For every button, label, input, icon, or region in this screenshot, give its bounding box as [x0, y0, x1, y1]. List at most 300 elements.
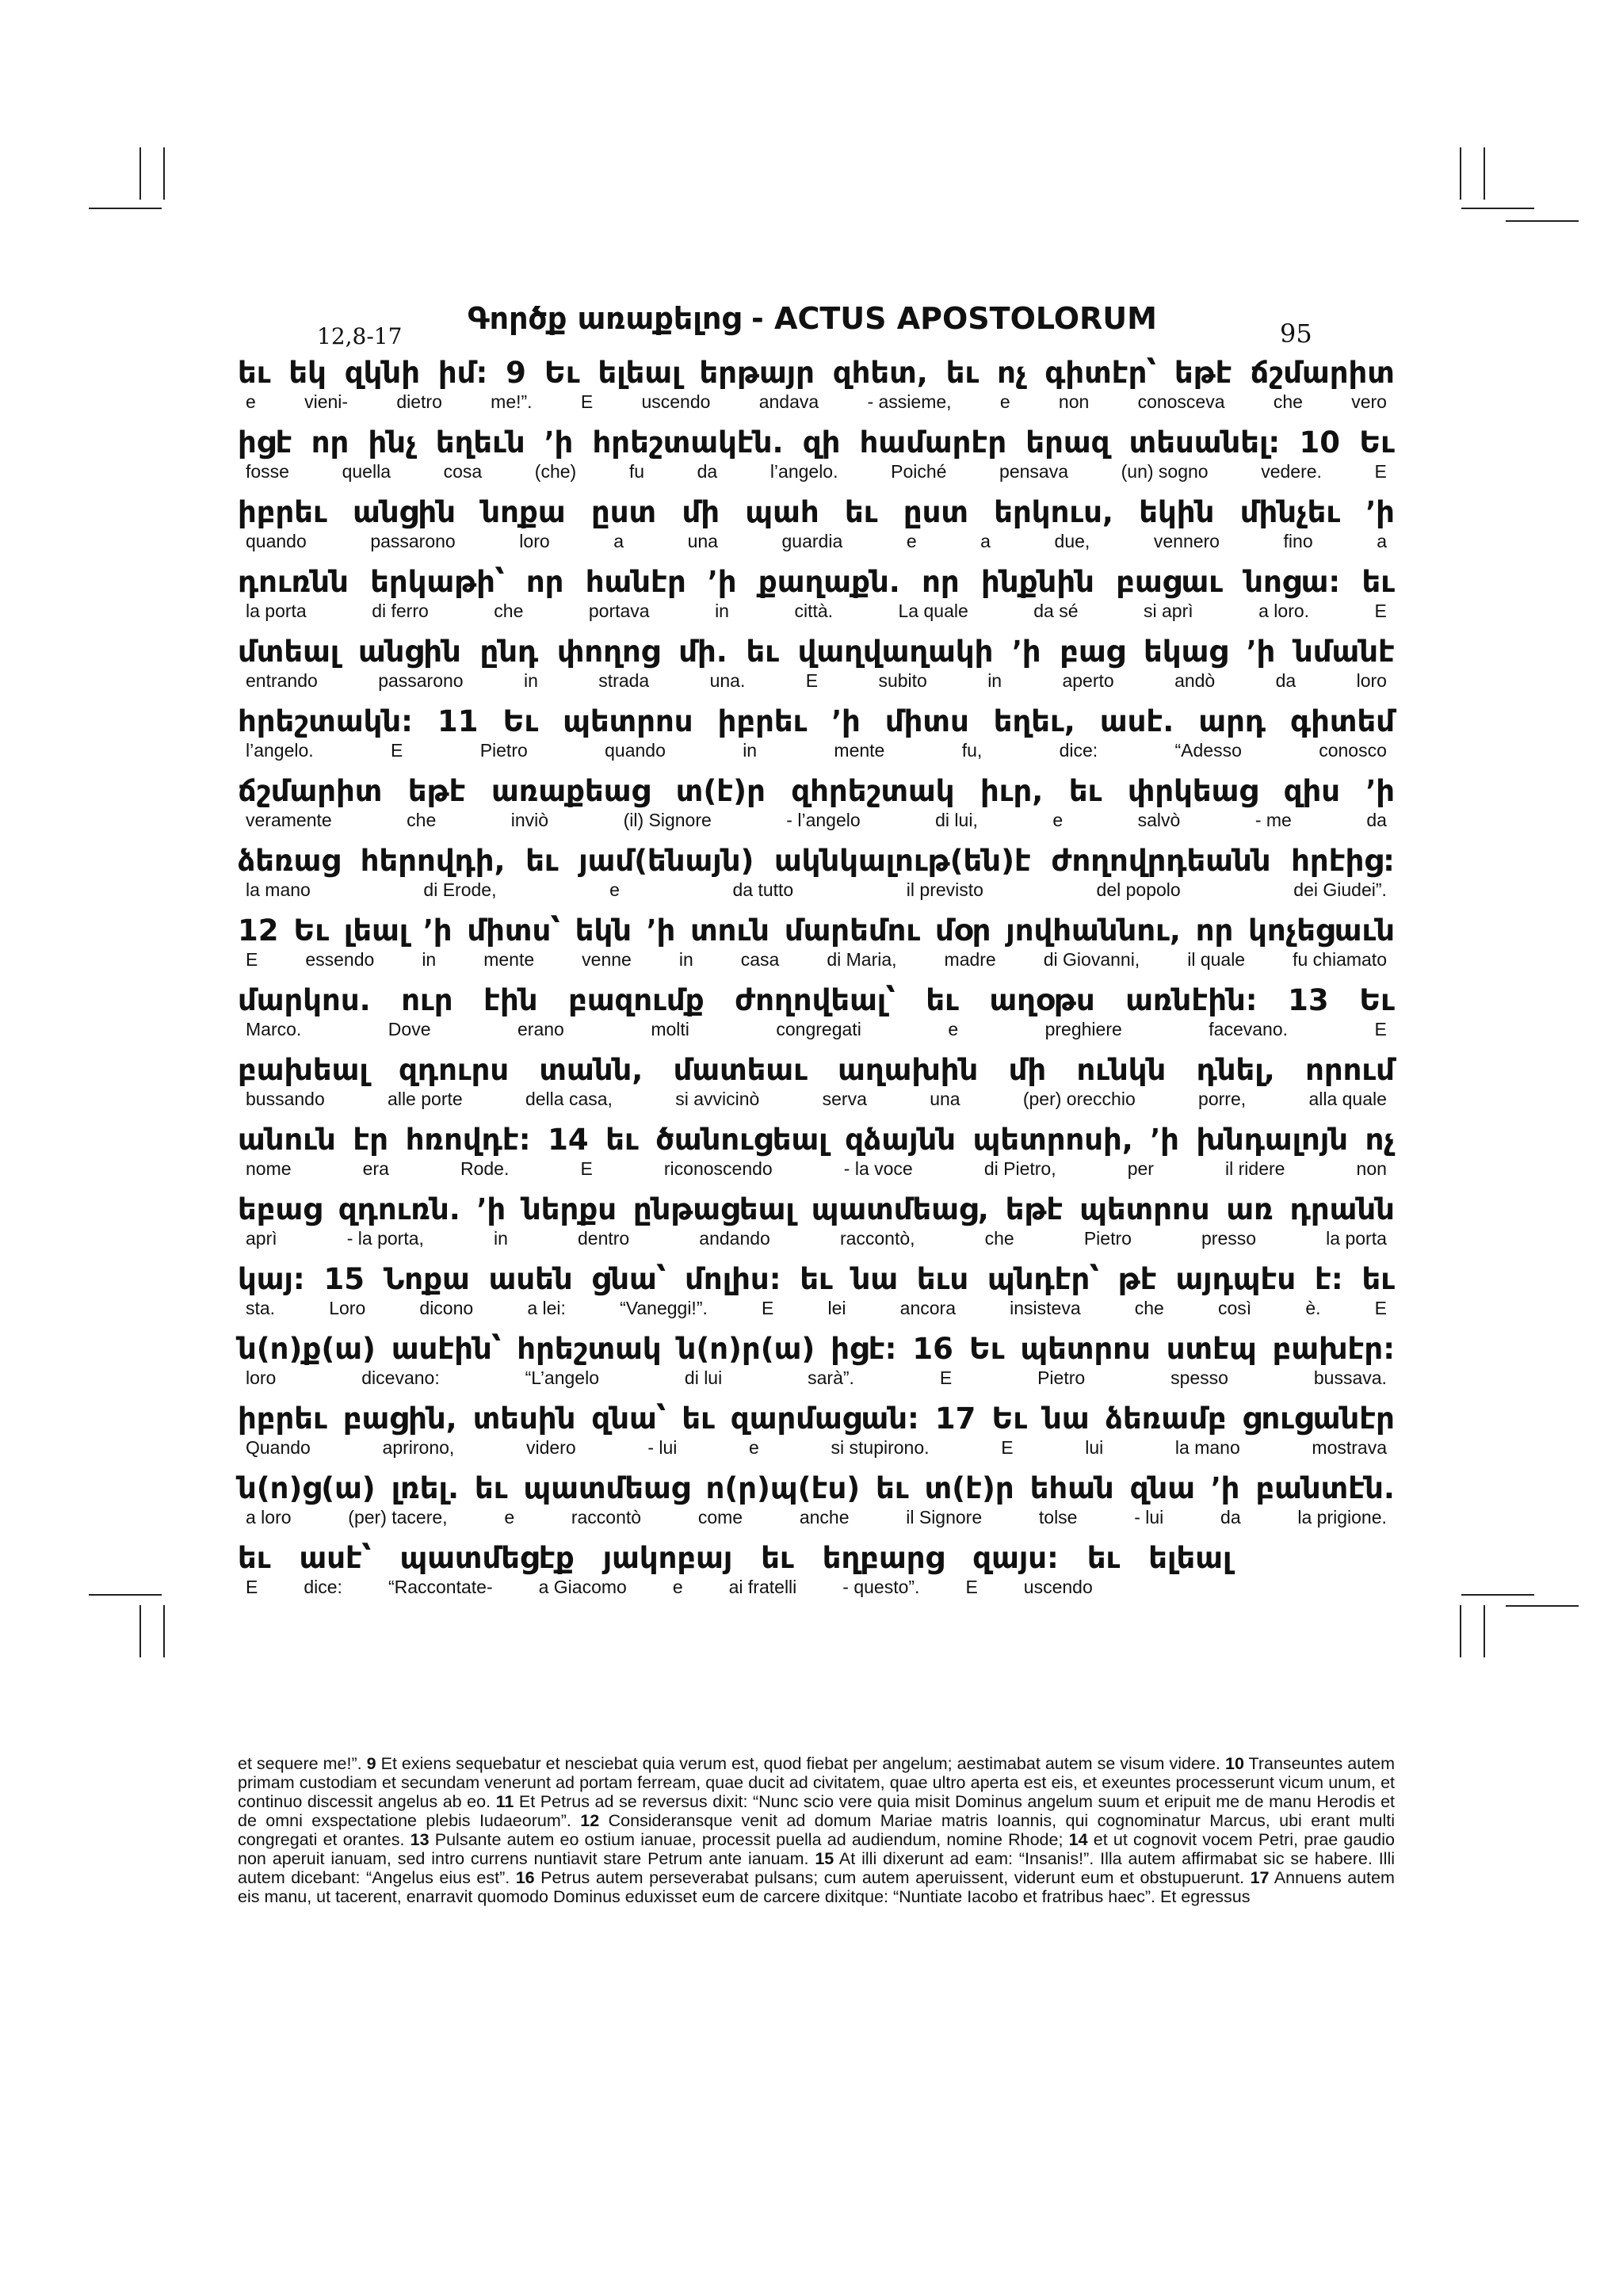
armenian-word: ՚ի [476, 1192, 506, 1226]
armenian-word: զիս [1283, 774, 1341, 808]
italian-gloss: cosa [443, 461, 483, 482]
italian-gloss: non [1058, 391, 1090, 412]
italian-gloss: sta. [246, 1298, 276, 1318]
armenian-word: մատեաւ [673, 1053, 808, 1087]
armenian-word: զհետ, [832, 356, 928, 390]
armenian-word: զնա [1129, 1471, 1196, 1505]
italian-gloss: E [391, 740, 403, 761]
armenian-line [238, 564, 1395, 601]
armenian-line [238, 1470, 1395, 1507]
italian-gloss: vennero [1153, 531, 1220, 551]
italian-gloss: si avvicinò [675, 1089, 760, 1109]
armenian-word: վաղվաղակի [797, 635, 994, 669]
italian-gloss: quando [605, 740, 666, 761]
italian-gloss: raccontò, [839, 1228, 915, 1249]
italian-gloss: che [1273, 391, 1303, 412]
armenian-word: եղեւն [435, 425, 525, 460]
armenian-word: ուր [401, 983, 453, 1017]
italian-gloss: me!”. [491, 391, 533, 412]
armenian-word: պետրոս [1079, 1192, 1210, 1226]
verse-number: 13 [410, 1830, 430, 1849]
armenian-word: Նոքա [383, 1262, 470, 1296]
italian-gloss: da [697, 461, 718, 482]
armenian-word: ճշմարիտ [238, 774, 383, 808]
crop-mark [163, 1605, 165, 1657]
italian-gloss: portava [588, 601, 650, 621]
italian-gloss: passarono [370, 531, 456, 551]
italian-gloss: di ferro [372, 601, 429, 621]
italian-gloss: andava [758, 391, 819, 412]
armenian-line [238, 1261, 1395, 1298]
armenian-word: անցին [353, 495, 456, 529]
armenian-line [238, 982, 1395, 1019]
armenian-word: մտեալ [238, 635, 340, 669]
italian-gloss: dentro [577, 1228, 630, 1249]
italian-gloss: insisteva [1010, 1298, 1081, 1318]
armenian-word: բաց [1060, 635, 1125, 669]
armenian-word: ստէպ [1166, 1332, 1257, 1366]
armenian-word: թէ [1117, 1262, 1157, 1296]
armenian-word: ցուցանէր [1242, 1402, 1395, 1436]
italian-gloss: da tutto [732, 879, 794, 900]
italian-gloss: “Adesso [1174, 740, 1242, 761]
italian-gloss: del popolo [1096, 879, 1181, 900]
italian-gloss: riconoscendo [663, 1158, 773, 1179]
armenian-word: ելեալ [598, 356, 682, 390]
armenian-word: փրկեաց [1127, 774, 1258, 808]
armenian-word: Եւ [968, 1332, 1005, 1366]
italian-gloss: in [493, 1228, 508, 1249]
italian-gloss: vero [1351, 391, 1387, 412]
armenian-word: նոքա [481, 495, 566, 529]
interlinear-line [238, 773, 1395, 843]
italian-gloss: da [1220, 1507, 1241, 1527]
verse-number: 15 [815, 1849, 834, 1868]
crop-mark [1484, 147, 1485, 200]
italian-gloss: (per) orecchio [1022, 1089, 1136, 1109]
interlinear-text [238, 355, 1395, 1610]
armenian-word: 16 [912, 1332, 953, 1366]
italian-gloss-line [238, 601, 1395, 621]
italian-gloss: bussando [246, 1089, 325, 1109]
italian-gloss: aprì [246, 1228, 277, 1249]
italian-gloss: e [609, 879, 620, 900]
italian-gloss: città. [794, 601, 834, 621]
italian-gloss: e [672, 1577, 683, 1597]
italian-gloss: da [1366, 810, 1387, 830]
italian-gloss: l’angelo. [246, 740, 314, 761]
armenian-word: նա [1043, 1402, 1090, 1436]
armenian-word: ճշմարիտ [1250, 356, 1395, 390]
armenian-word: միտս՝ [467, 913, 560, 948]
italian-gloss: tolse [1038, 1507, 1078, 1527]
armenian-line [238, 425, 1395, 461]
armenian-word: ընդ [479, 635, 539, 669]
armenian-line [238, 704, 1395, 740]
armenian-line [238, 1540, 1395, 1577]
armenian-word: եւ [761, 1541, 794, 1575]
armenian-word: նա [851, 1262, 899, 1296]
italian-gloss: e [246, 391, 256, 412]
armenian-word: ո(ր)պ(էս) [705, 1471, 861, 1505]
italian-gloss: che [494, 601, 524, 621]
armenian-word: որում [1305, 1053, 1395, 1087]
italian-gloss-line [238, 949, 1395, 970]
italian-gloss: di Pietro, [983, 1158, 1056, 1179]
armenian-word: ձեռամբ [1105, 1402, 1227, 1436]
armenian-line [238, 634, 1395, 670]
italian-gloss: casa [740, 949, 780, 970]
italian-gloss-line [238, 531, 1395, 551]
italian-gloss: dicono [419, 1298, 474, 1318]
armenian-word: առ [1226, 1192, 1274, 1226]
interlinear-line [238, 634, 1395, 704]
armenian-word: առնէին: [1125, 983, 1258, 1017]
armenian-word: դնել, [1196, 1053, 1275, 1087]
armenian-word: եղբարց [822, 1541, 945, 1575]
armenian-word: զկնի [344, 356, 420, 390]
italian-gloss: (che) [534, 461, 577, 482]
armenian-word: ն(ո)ր(ա) [677, 1332, 815, 1366]
italian-gloss: a [980, 531, 991, 551]
italian-gloss: anche [799, 1507, 850, 1527]
armenian-word: եւ [1086, 1541, 1121, 1575]
italian-gloss: E [246, 1577, 258, 1597]
italian-gloss: di lui [684, 1367, 723, 1388]
armenian-word: եթէ [1174, 356, 1232, 390]
armenian-word: ասէ՝ [299, 1541, 372, 1575]
italian-gloss: Pietro [1083, 1228, 1132, 1249]
armenian-word: եւ [525, 844, 559, 878]
armenian-word: պատմեաց [523, 1471, 690, 1505]
italian-gloss: - questo”. [842, 1577, 920, 1597]
italian-gloss: sarà”. [808, 1367, 854, 1388]
armenian-word: է: [1314, 1262, 1343, 1296]
italian-gloss: a loro. [1258, 601, 1310, 621]
crop-mark [1484, 1605, 1485, 1657]
armenian-word: դուռնն [238, 565, 349, 599]
italian-gloss: (un) sogno [1121, 461, 1209, 482]
armenian-word: ասէ. [1099, 704, 1174, 738]
italian-gloss: a loro [246, 1507, 292, 1527]
armenian-word: եթէ [407, 774, 466, 808]
italian-gloss: E [580, 391, 594, 412]
italian-gloss-line [238, 391, 1395, 412]
armenian-word: 17 [934, 1402, 976, 1436]
armenian-word: ՚ի [1246, 635, 1276, 669]
italian-gloss: La quale [898, 601, 968, 621]
interlinear-line [238, 1261, 1395, 1331]
armenian-word: ակնկալութ(են)է [773, 844, 1031, 878]
latin-text: Petrus autem perseverabat pulsans; cum autem aperuissent, viderunt eum et obstupuerunt. [534, 1868, 1251, 1887]
interlinear-line [238, 1331, 1395, 1401]
italian-gloss: in [715, 601, 729, 621]
armenian-word: ելեալ [1148, 1541, 1232, 1575]
italian-gloss: venne [582, 949, 632, 970]
italian-gloss: il ridere [1225, 1158, 1285, 1179]
interlinear-line [238, 1401, 1395, 1470]
latin-text: Pulsante autem eo ostium ianuae, processit puella ad audiendum, nomine Rhode; [429, 1830, 1069, 1849]
armenian-word: Եւ [293, 913, 330, 948]
italian-gloss: molti [651, 1019, 689, 1039]
armenian-word: պետրոս [1020, 1332, 1151, 1366]
armenian-word: եւ [844, 495, 878, 529]
armenian-word: տեսանել: [1128, 425, 1281, 460]
interlinear-line [238, 1052, 1395, 1122]
armenian-word: մինչեւ [1239, 495, 1341, 529]
italian-gloss: a [1377, 531, 1387, 551]
italian-gloss: vedere. [1261, 461, 1322, 482]
armenian-word: քաղաքն. [758, 565, 900, 599]
armenian-line [238, 773, 1395, 810]
armenian-word: ըստ [590, 495, 657, 529]
italian-gloss: - lui [1134, 1507, 1164, 1527]
latin-text: Annuens autem eis manu, ut tacerent, enarravit quomodo Dominus eduxisset eum de carcere dixitque: “Nuntiate Iacobo et fratribus haec”. Et egressus [238, 1868, 1395, 1906]
armenian-word: ՚ի [1365, 495, 1395, 529]
italian-gloss: si aprì [1144, 601, 1193, 621]
italian-gloss: dice: [304, 1577, 342, 1597]
italian-gloss-line [238, 810, 1395, 830]
italian-gloss-line [238, 1158, 1395, 1179]
verse-number: 14 [1068, 1830, 1088, 1849]
italian-gloss: E [939, 1367, 953, 1388]
armenian-word: ՚ի [646, 913, 676, 948]
armenian-word: յովհաննու, [1006, 913, 1181, 948]
italian-gloss: preghiere [1044, 1019, 1122, 1039]
italian-gloss-line [238, 1019, 1395, 1039]
armenian-word: բացին, [342, 1402, 457, 1436]
armenian-word: եկին [1139, 495, 1215, 529]
armenian-word: իւր, [980, 774, 1044, 808]
armenian-word: եբաց [238, 1192, 322, 1226]
italian-gloss: mostrava [1312, 1437, 1387, 1458]
italian-gloss-line [238, 740, 1395, 761]
italian-gloss: che [407, 810, 437, 830]
armenian-word: էին [483, 983, 538, 1017]
armenian-word: 11 [437, 704, 479, 738]
italian-gloss: fino [1283, 531, 1313, 551]
italian-gloss: il previsto [906, 879, 983, 900]
armenian-word: իցէ: [831, 1332, 897, 1366]
italian-gloss: e [906, 531, 917, 551]
armenian-word: անցին [357, 635, 461, 669]
crop-mark [1461, 1594, 1534, 1596]
latin-text: Consideransque venit ad domum Mariae matris Ioannis, qui cognominatur Marcus, ubi erant multi congregati et orantes. [238, 1811, 1395, 1849]
interlinear-line [238, 355, 1395, 425]
armenian-word: ծանուցեալ [655, 1123, 828, 1157]
armenian-word: ընթացեալ [632, 1192, 795, 1226]
armenian-word: եւ [800, 1262, 833, 1296]
italian-gloss: a [613, 531, 624, 551]
interlinear-line [238, 982, 1395, 1052]
italian-gloss: - la voce [843, 1158, 913, 1179]
armenian-word: մարկոս. [238, 983, 371, 1017]
italian-gloss: (il) Signore [623, 810, 712, 830]
armenian-word: փողոց [556, 635, 660, 669]
italian-gloss: uscendo [641, 391, 711, 412]
latin-text: Et exiens sequebatur et nesciebat quia verum est, quod fiebat per angelum; aestimabat autem se visum videre. [376, 1754, 1225, 1773]
armenian-line [238, 843, 1395, 879]
armenian-word: ասեն [488, 1262, 573, 1296]
armenian-word: եւ [945, 356, 980, 390]
verse-number: 16 [515, 1868, 535, 1887]
armenian-word: 10 [1299, 425, 1340, 460]
armenian-word: կոչեցաւն [1248, 913, 1395, 948]
armenian-word: հանէր [585, 565, 686, 599]
italian-gloss: essendo [305, 949, 375, 970]
italian-gloss: una. [709, 670, 746, 691]
armenian-word: որ [922, 565, 960, 599]
armenian-word: եկաց [1144, 635, 1228, 669]
italian-gloss: madre [944, 949, 996, 970]
italian-gloss: salvò [1137, 810, 1181, 830]
armenian-word: հրեշտակ [517, 1332, 662, 1366]
italian-gloss: congregati [776, 1019, 861, 1039]
armenian-word: ներքս [522, 1192, 617, 1226]
armenian-word: որ [311, 425, 349, 460]
latin-text: Et Petrus ad se reversus dixit: “Nunc scio vere quia misit Dominus angelum suum et eripuit me de manu Herodis et de omni exspectatione plebis Iudaeorum”. [238, 1792, 1395, 1830]
italian-gloss: Loro [329, 1298, 366, 1318]
italian-gloss: entrando [246, 670, 318, 691]
armenian-word: առաքեաց [491, 774, 651, 808]
italian-gloss-line [238, 1367, 1395, 1388]
verse-number: 9 [366, 1754, 376, 1773]
italian-gloss: E [580, 1158, 593, 1179]
armenian-word: 13 [1288, 983, 1329, 1017]
armenian-word: Եւ [1359, 425, 1395, 460]
italian-gloss: inviò [510, 810, 549, 830]
italian-gloss: veramente [246, 810, 332, 830]
italian-gloss: la porta [246, 601, 307, 621]
italian-gloss: la mano [1174, 1437, 1240, 1458]
armenian-word: եւս [916, 1262, 969, 1296]
italian-gloss: era [362, 1158, 389, 1179]
italian-gloss: ancora [899, 1298, 956, 1318]
armenian-word: յամ(ենայն) [579, 844, 754, 878]
italian-gloss-line [238, 1298, 1395, 1318]
italian-gloss: lei [827, 1298, 846, 1318]
armenian-word: Եւ [544, 356, 580, 390]
armenian-word: ՚ի [1365, 774, 1395, 808]
armenian-word: մոլիս: [685, 1262, 781, 1296]
armenian-word: բացաւ [1116, 565, 1223, 599]
italian-gloss: mente [834, 740, 885, 761]
italian-gloss: mente [483, 949, 535, 970]
italian-gloss: dice: [1059, 740, 1098, 761]
crop-mark [89, 208, 162, 209]
italian-gloss: Dove [388, 1019, 431, 1039]
armenian-word: հրեշտակն: [238, 704, 413, 738]
italian-gloss: una [930, 1089, 960, 1109]
armenian-word: եւ [746, 635, 779, 669]
crop-mark [1506, 1605, 1579, 1607]
armenian-word: էր [353, 1123, 389, 1157]
armenian-word: եւ [926, 983, 959, 1017]
interlinear-line [238, 1192, 1395, 1261]
italian-gloss: della casa, [525, 1089, 613, 1109]
italian-gloss: presso [1201, 1228, 1257, 1249]
page-header [238, 301, 1387, 349]
italian-gloss: quella [342, 461, 391, 482]
italian-gloss: - la porta, [346, 1228, 424, 1249]
verse-number: 10 [1224, 1754, 1244, 1773]
armenian-word: դրանն [1289, 1192, 1395, 1226]
italian-gloss-line [238, 1228, 1395, 1249]
italian-gloss: facevano. [1209, 1019, 1289, 1039]
page-title: Գործք առաքելոց - ACTUS APOSTOLORUM [468, 301, 1157, 336]
armenian-word: իբրեւ [238, 495, 327, 529]
italian-gloss: E [246, 949, 258, 970]
page-number: 95 [1280, 318, 1312, 349]
italian-gloss: Marco. [246, 1019, 302, 1039]
italian-gloss: da sé [1033, 601, 1079, 621]
italian-gloss: “Vaneggi!”. [620, 1298, 708, 1318]
armenian-word: Եւ [991, 1402, 1028, 1436]
italian-gloss: dicevano: [361, 1367, 440, 1388]
armenian-word: եկ [288, 356, 327, 390]
italian-gloss: E [1374, 461, 1387, 482]
armenian-word: իցէ [238, 425, 292, 460]
crop-mark [1506, 220, 1579, 222]
italian-gloss: uscendo [1023, 1577, 1093, 1597]
italian-gloss: vieni- [304, 391, 349, 412]
armenian-word: պնդէր՝ [987, 1262, 1099, 1296]
italian-gloss: videro [525, 1437, 576, 1458]
italian-gloss: spesso [1170, 1367, 1228, 1388]
armenian-word: Եւ [1359, 983, 1395, 1017]
armenian-word: երկուս, [994, 495, 1113, 529]
armenian-line [238, 913, 1395, 949]
armenian-word: պատմեցէք [399, 1541, 575, 1575]
italian-gloss: Poiché [891, 461, 947, 482]
armenian-word: տանն, [539, 1053, 643, 1087]
armenian-word: տ(է)ր [924, 1471, 1014, 1505]
italian-gloss: la mano [246, 879, 311, 900]
italian-gloss-line [238, 879, 1395, 900]
italian-gloss: E [762, 1298, 774, 1318]
italian-gloss: - l’angelo [786, 810, 861, 830]
latin-text: Transeuntes autem primam custodiam et secundam venerunt ad portam ferream, quae ducit ad civitatem, quae ultro aperta est eis, et exeuntes processerunt vicum unum, et continuo discessit angelus ab eo. [238, 1754, 1395, 1811]
italian-gloss: E [1374, 1019, 1387, 1039]
italian-gloss: da [1275, 670, 1296, 691]
armenian-word: ունկն [1076, 1053, 1167, 1087]
italian-gloss: andando [699, 1228, 770, 1249]
armenian-word: եւ [238, 356, 271, 390]
armenian-word: հռովդէ: [405, 1123, 531, 1157]
italian-gloss: subito [878, 670, 927, 691]
italian-gloss: - assieme, [867, 391, 952, 412]
italian-gloss-line [238, 670, 1395, 691]
armenian-line [238, 1052, 1395, 1089]
italian-gloss: e [749, 1437, 759, 1458]
italian-gloss: E [1374, 1298, 1387, 1318]
armenian-word: ն(ո)ց(ա) [238, 1471, 376, 1505]
armenian-word: ոչ [997, 356, 1027, 390]
armenian-word: անուն [238, 1123, 336, 1157]
armenian-word: պատմեաց, [811, 1192, 989, 1226]
armenian-word: եթէ [1005, 1192, 1064, 1226]
armenian-word: զայս: [972, 1541, 1059, 1575]
armenian-word: նոցա: [1244, 565, 1341, 599]
italian-gloss: fu [628, 461, 644, 482]
italian-gloss: guardia [781, 531, 843, 551]
italian-gloss: raccontò [571, 1507, 642, 1527]
italian-gloss-line [238, 1089, 1395, 1109]
armenian-word: 14 [548, 1123, 589, 1157]
armenian-word: ցնա՝ [591, 1262, 666, 1296]
italian-gloss: e [999, 391, 1010, 412]
armenian-word: եւ [238, 1541, 271, 1575]
